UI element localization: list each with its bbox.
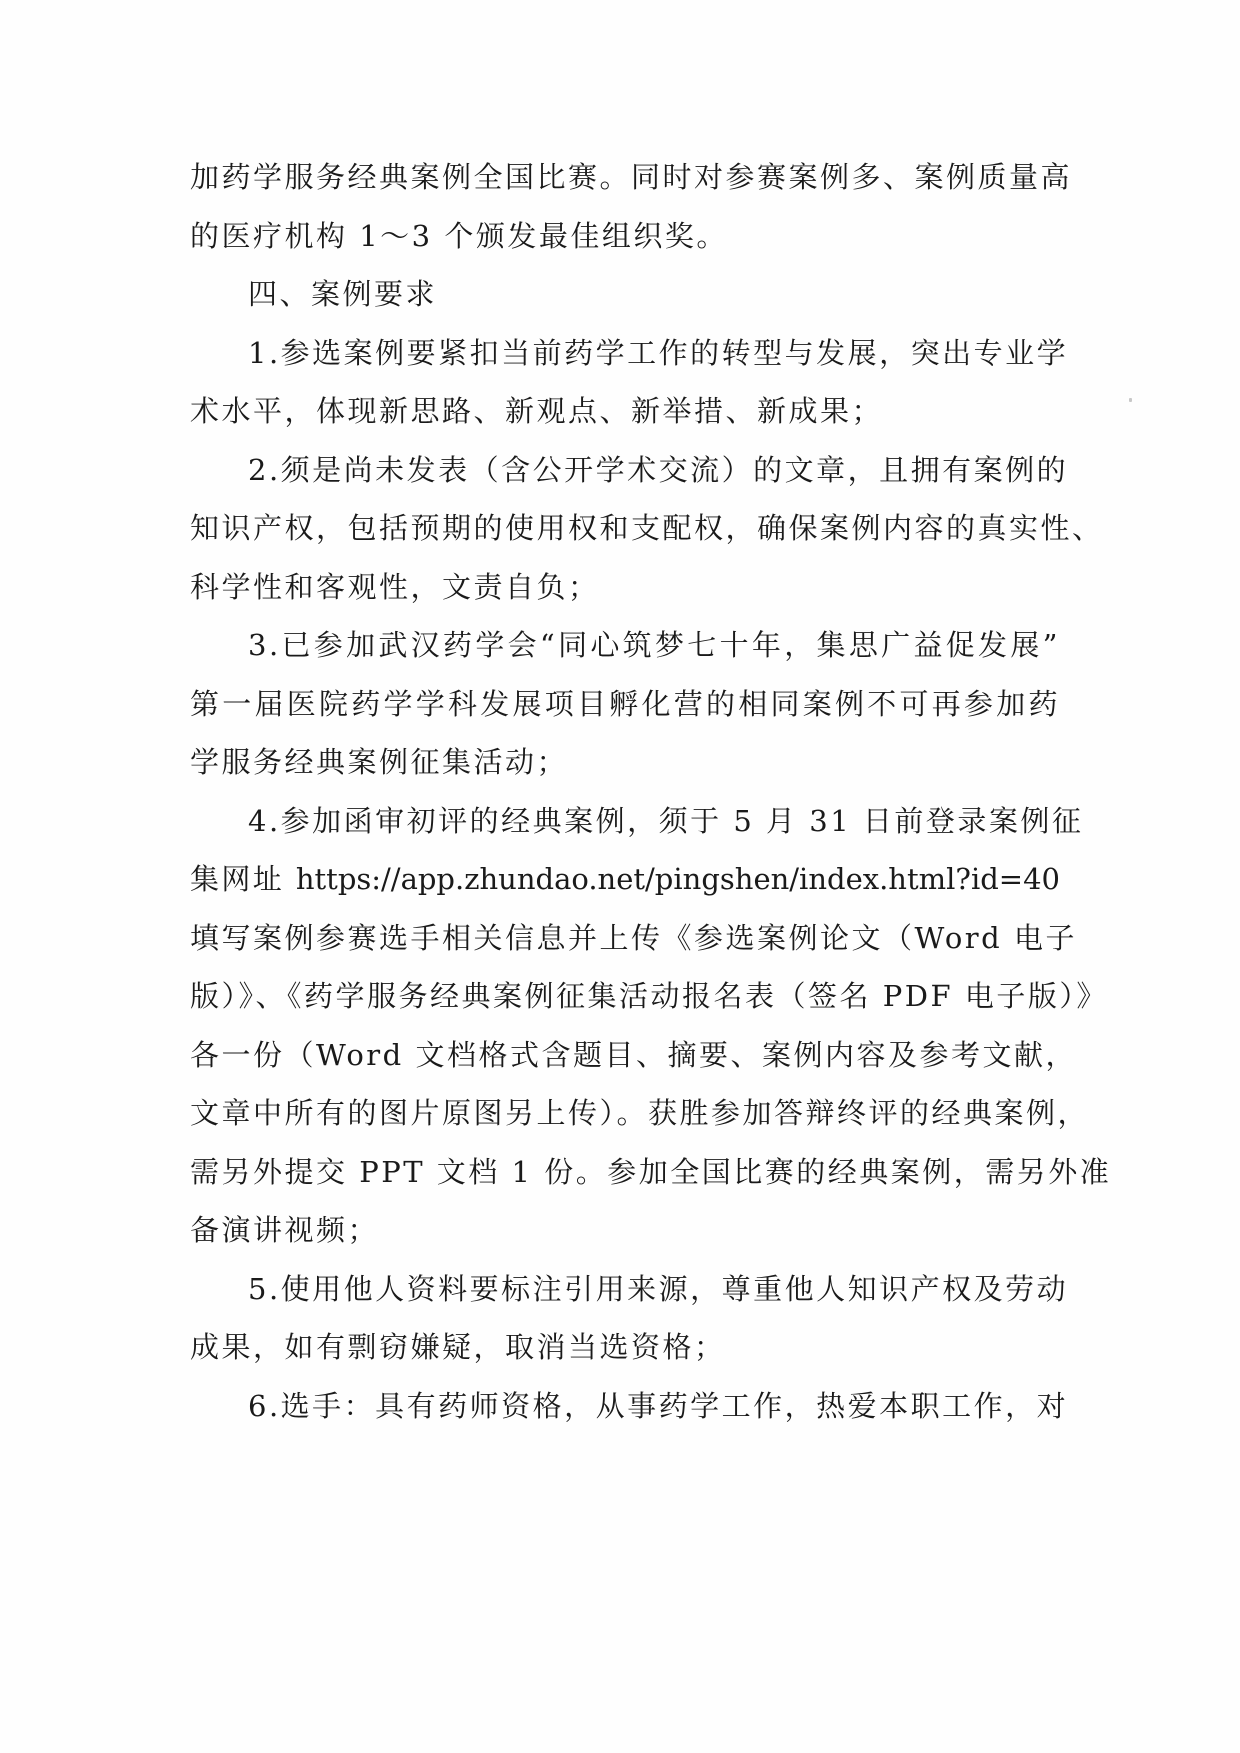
text-line: 版）》、《药学服务经典案例征集活动报名表（签名 PDF 电子版）》 — [190, 979, 1108, 1013]
text-line: 5.使用他人资料要标注引用来源，尊重他人知识产权及劳动 — [248, 1271, 1069, 1306]
text-line: 各一份（Word 文档格式含题目、摘要、案例内容及参考文献， — [190, 1037, 1077, 1072]
body-text — [190, 148, 1112, 1435]
text-line: 成果，如有剽窃嫌疑，取消当选资格； — [190, 1330, 726, 1364]
text-line: 文章中所有的图片原图另上传）。获胜参加答辩终评的经典案例， — [190, 1096, 1090, 1130]
text-line: 第一届医院药学学科发展项目孵化营的相同案例不可再参加药 — [190, 686, 1060, 721]
text-line: 的医疗机构 1～3 个颁发最佳组织奖。 — [190, 218, 728, 253]
text-line: 四、案例要求 — [248, 277, 438, 311]
text-line: 3.已参加武汉药学会“同心筑梦七十年，集思广益促发展” — [248, 628, 1060, 662]
text-line: 术水平，体现新思路、新观点、新举措、新成果； — [190, 394, 884, 428]
text-line: 4.参加函审初评的经典案例，须于 5 月 31 日前登录案例征 — [248, 803, 1084, 838]
text-line: 科学性和客观性，文责自负； — [190, 569, 600, 604]
text-line: 知识产权，包括预期的使用权和支配权，确保案例内容的真实性、 — [190, 511, 1104, 545]
text-line: 1.参选案例要紧扣当前药学工作的转型与发展，突出专业学 — [248, 335, 1069, 370]
text-line: 备演讲视频； — [190, 1213, 380, 1247]
text-line: 6.选手：具有药师资格，从事药学工作，热爱本职工作，对 — [248, 1388, 1069, 1423]
text-line: 2.须是尚未发表（含公开学术交流）的文章，且拥有案例的 — [248, 452, 1069, 487]
text-line: 加药学服务经典案例全国比赛。同时对参赛案例多、案例质量高 — [190, 160, 1073, 194]
text-line: 填写案例参赛选手相关信息并上传《参选案例论文（Word 电子 — [190, 920, 1077, 955]
text-line: 学服务经典案例征集活动； — [190, 745, 569, 779]
text-line: 需另外提交 PPT 文档 1 份。参加全国比赛的经典案例，需另外准 — [190, 1154, 1112, 1189]
text-line: 集网址 https://app.zhundao.net/pingshen/index.html?id=40 — [190, 862, 1060, 896]
scan-speck — [1129, 398, 1132, 402]
